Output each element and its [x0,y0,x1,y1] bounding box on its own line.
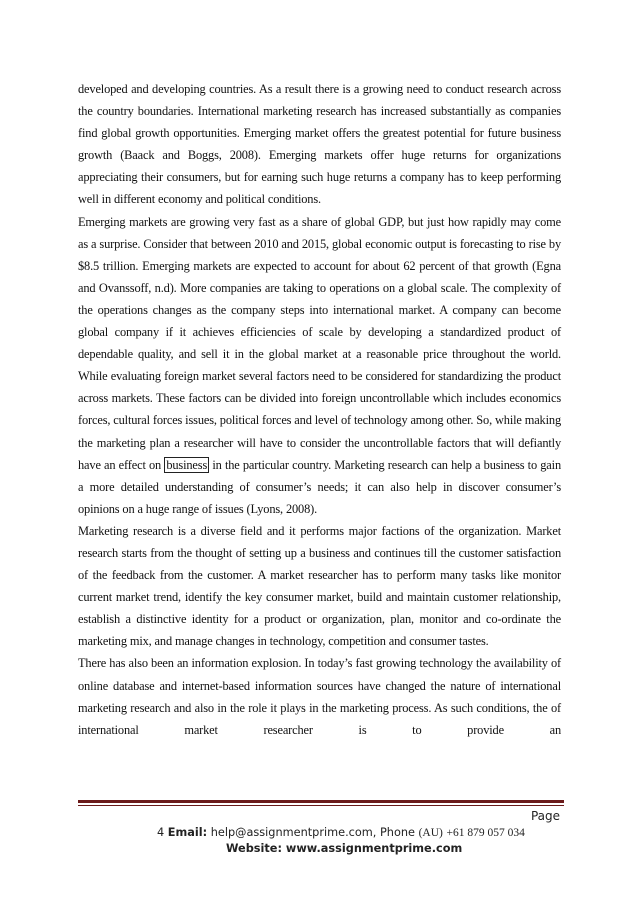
phone-region: (AU) [418,827,443,839]
paragraph-4: There has also been an information explosion. In today’s fast growing technology the availability of online database and internet-based information sources have changed the nature of international marketing research and also in the role it plays in the marketing process. As such conditions, the of international market researcher is to provide an [78,656,561,737]
paragraph-2-text-after: in the particular country. Marketing research can help a business to gain a more detailed understanding of consumer’s needs; it can also help in discover consumer’s opinions on a huge range of issues (Lyons, 2008). [78,457,561,516]
paragraph-3: Marketing research is a diverse field and it performs major factions of the organization. Market research starts from the thought of setting up a business and continues till the customer satisfaction of the feedback from the customer. A market researcher has to perform many tasks like monitor current market trend, identify the key consumer market, build and maintain customer relationship, establish a distinctive identity for a product or organization, plan, monitor and co-ordinate the marketing mix, and manage changes in technology, competition and consumer tastes. [78,523,561,649]
footer-contact-line [157,826,525,839]
paragraph-1: developed and developing countries. As a result there is a growing need to conduct research across the country boundaries. International marketing research has increased substantially as companies find global growth opportunities. Emerging market offers the greatest potential for future business growth (Baack and Boggs, 2008). Emerging markets offer huge returns for organizations appreciating their consumers, but for earning such huge returns a company has to keep performing well in different economy and political conditions. [78,82,561,207]
footer-website-line[interactable]: Website: www.assignmentprime.com [226,842,463,855]
email-and-phone-label[interactable]: help@assignmentprime.com, Phone [210,826,415,839]
footer-divider-thin [78,805,564,806]
paragraph-2 [78,211,561,520]
selected-word-box: business [166,457,208,472]
page-number: 4 [157,826,165,839]
email-label: Email: [167,826,208,839]
paragraph-2-text-before: Emerging markets are growing very fast as a share of global GDP, but just how rapidly may come as a surprise. Consider that between 2010 and 2015, global economic output is forecasting to rise by $8.5 trillion. Emerging markets are expected to account for about 62 percent of that growth (Egna and Ovanssoff, n.d). More companies are taking to operations on a global scale. The complexity of the operations changes as the company steps into international market. A company can become global company if it achieves efficiencies of scale by developing a standardized product of dependable quality, and sell it in the global market at a reasonable price throughout the world. While evaluating foreign market several factors need to be considered for standardizing the product across markets. These factors can be divided into foreign uncontrollable which includes economics forces, cultural forces issues, political forces and level of technology among other. So, while making the marketing plan a researcher will have to consider the uncontrollable factors that will defiantly have an effect on [78,214,561,472]
phone-number[interactable]: +61 879 057 034 [446,827,525,839]
body-text [78,78,561,741]
footer-divider-thick [78,800,564,803]
page-label: Page [530,809,560,823]
